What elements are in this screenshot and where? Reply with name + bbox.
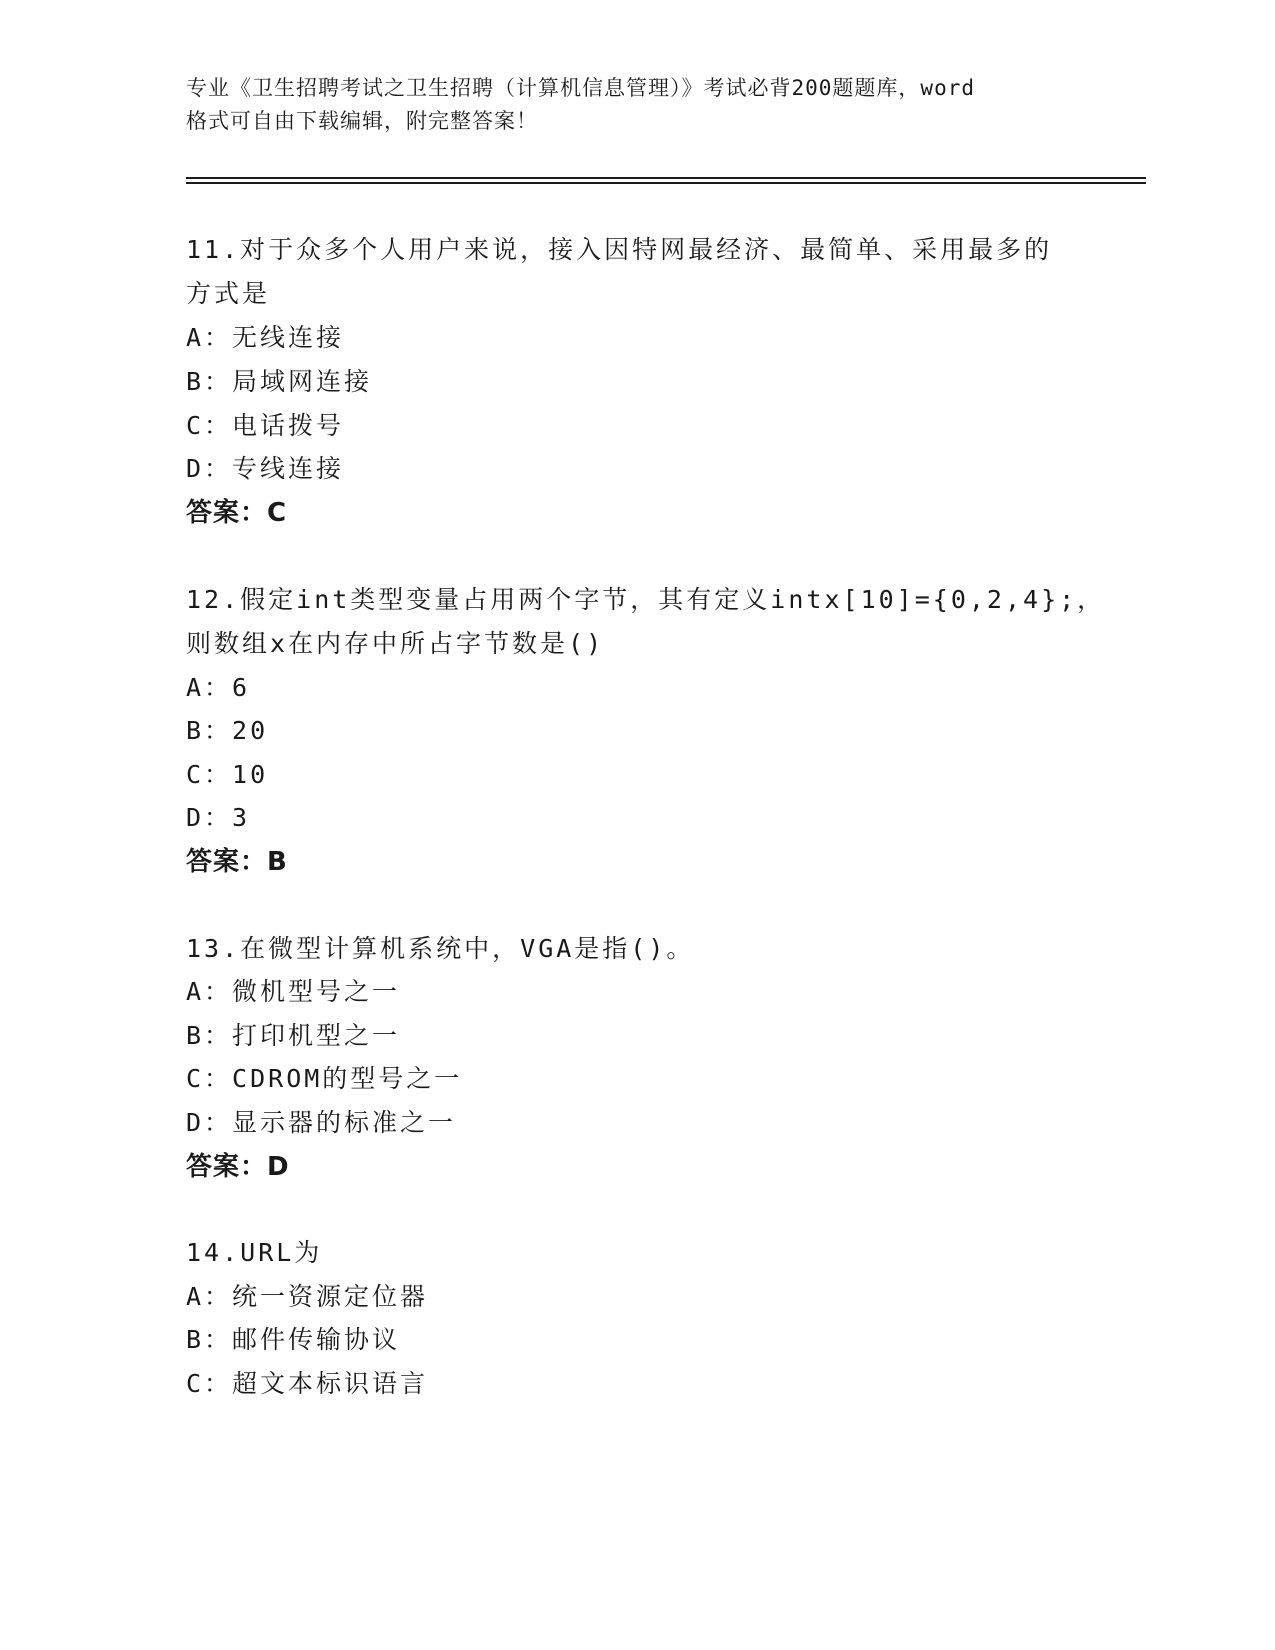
question-13-option-d: D：显示器的标准之一 bbox=[186, 1108, 457, 1137]
question-12-answer: 答案：B bbox=[186, 847, 288, 877]
question-11-option-a: A：无线连接 bbox=[186, 323, 345, 352]
question-12-option-b: B：20 bbox=[186, 716, 269, 745]
question-12-option-a: A：6 bbox=[186, 673, 251, 702]
question-13-option-a: A：微机型号之一 bbox=[186, 977, 401, 1006]
header-divider-top bbox=[186, 177, 1146, 179]
document-header bbox=[186, 72, 1086, 138]
question-12-option-d: D：3 bbox=[186, 803, 251, 832]
question-13-option-b: B：打印机型之一 bbox=[186, 1021, 401, 1050]
question-14-option-b: B：邮件传输协议 bbox=[186, 1325, 401, 1354]
question-11-option-b: B：局域网连接 bbox=[186, 367, 373, 396]
question-11-stem-line-2: 方式是 bbox=[186, 279, 271, 308]
question-13-option-c: C：CDROM的型号之一 bbox=[186, 1064, 463, 1093]
question-11-answer: 答案：C bbox=[186, 498, 288, 528]
header-line-2: 格式可自由下载编辑，附完整答案！ bbox=[186, 109, 538, 133]
question-14-option-c: C：超文本标识语言 bbox=[186, 1369, 429, 1398]
question-11-stem-line-1: 11.对于众多个人用户来说，接入因特网最经济、最简单、采用最多的 bbox=[186, 235, 1053, 264]
question-13-answer: 答案：D bbox=[186, 1152, 290, 1182]
question-13-stem-line-1: 13.在微型计算机系统中，VGA是指()。 bbox=[186, 934, 695, 963]
header-line-1: 专业《卫生招聘考试之卫生招聘（计算机信息管理）》考试必背200题题库，word bbox=[186, 76, 975, 100]
question-12-option-c: C：10 bbox=[186, 760, 269, 789]
question-12-stem-line-1: 12.假定int类型变量占用两个字节，其有定义intx[10]={0,2,4};， bbox=[186, 585, 1106, 614]
question-14-option-a: A：统一资源定位器 bbox=[186, 1282, 429, 1311]
header-divider-bottom bbox=[186, 182, 1146, 184]
question-11-option-d: D：专线连接 bbox=[186, 454, 345, 483]
question-14-stem-line-1: 14.URL为 bbox=[186, 1238, 323, 1267]
question-11-option-c: C：电话拨号 bbox=[186, 411, 345, 440]
question-12-stem-line-2: 则数组x在内存中所占字节数是() bbox=[186, 629, 605, 658]
